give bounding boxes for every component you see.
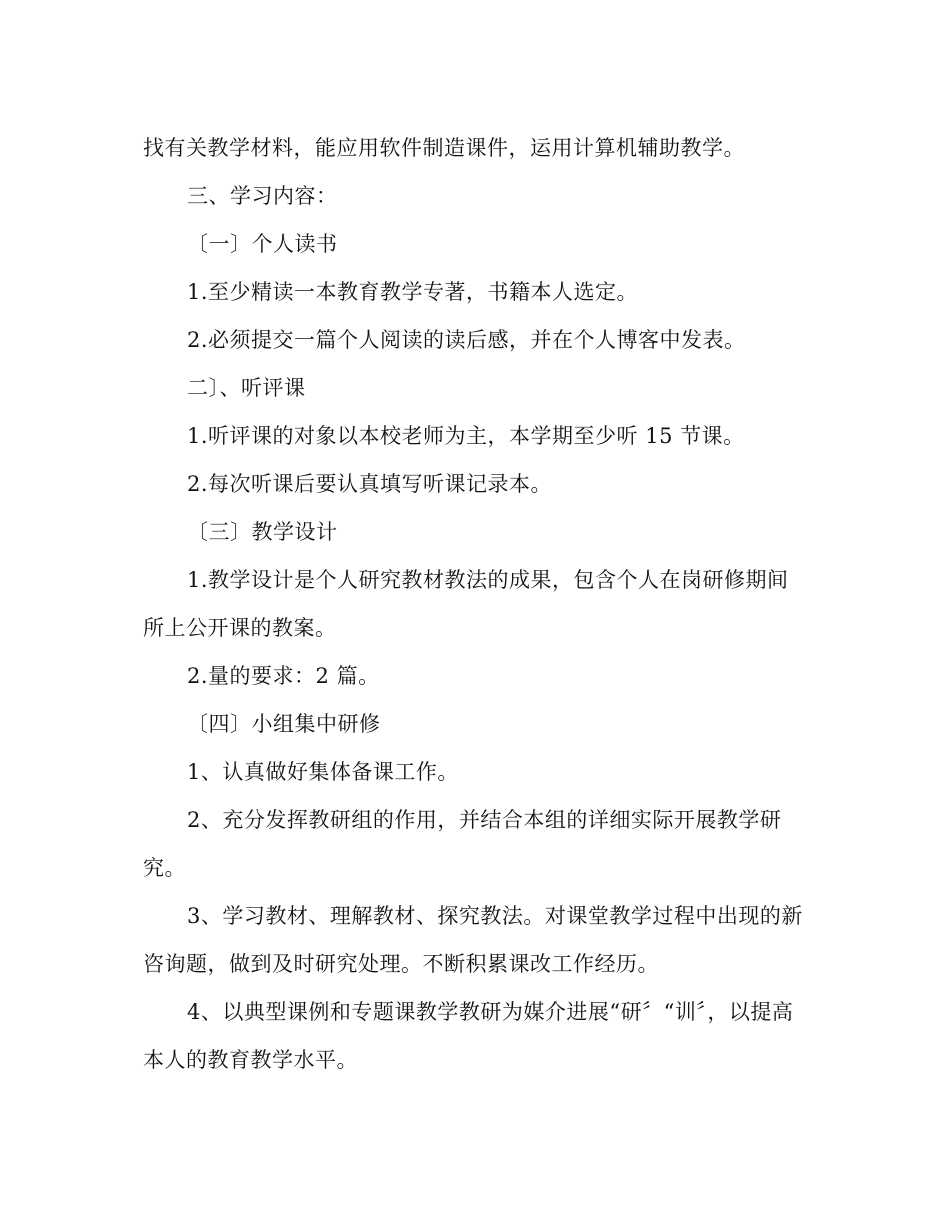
- text-line: 3、学习教材、理解教材、探究教法。对课堂教学过程中出现的新: [187, 904, 803, 928]
- text-line: 1、认真做好集体备课工作。: [187, 760, 459, 784]
- subheading-lesson-observation: 二〕、听评课: [187, 376, 306, 400]
- text-line: 2、充分发挥教研组的作用，并结合本组的详细实际开展教学研: [187, 808, 782, 832]
- text-line: 究。: [143, 856, 186, 880]
- text-line: 2.每次听课后要认真填写听课记录本。: [187, 472, 553, 496]
- subheading-group-study: 〔四〕小组集中研修: [187, 712, 381, 736]
- subheading-teaching-design: 〔三〕教学设计: [187, 520, 338, 544]
- text-line: 4、以典型课例和专题课教学教研为媒介进展“研〞“训〞，以提高: [187, 1000, 794, 1024]
- text-line: 1.教学设计是个人研究教材教法的成果，包含个人在岗研修期间: [187, 568, 789, 592]
- text-line: 1.听评课的对象以本校老师为主，本学期至少听 15 节课。: [187, 424, 745, 448]
- text-line: 咨询题，做到及时研究处理。不断积累课改工作经历。: [143, 952, 659, 976]
- text-line: 本人的教育教学水平。: [143, 1048, 358, 1072]
- subheading-personal-reading: 〔一〕个人读书: [187, 232, 338, 256]
- section-heading-learning-content: 三、学习内容：: [187, 184, 338, 208]
- document-body: [143, 124, 813, 1084]
- text-line: 找有关教学材料，能应用软件制造课件，运用计算机辅助教学。: [143, 136, 745, 160]
- text-line: 1.至少精读一本教育教学专著，书籍本人选定。: [187, 280, 639, 304]
- text-line: 2.必须提交一篇个人阅读的读后感，并在个人博客中发表。: [187, 328, 746, 352]
- text-line: 2.量的要求：2 篇。: [187, 664, 380, 688]
- text-line: 所上公开课的教案。: [143, 616, 337, 640]
